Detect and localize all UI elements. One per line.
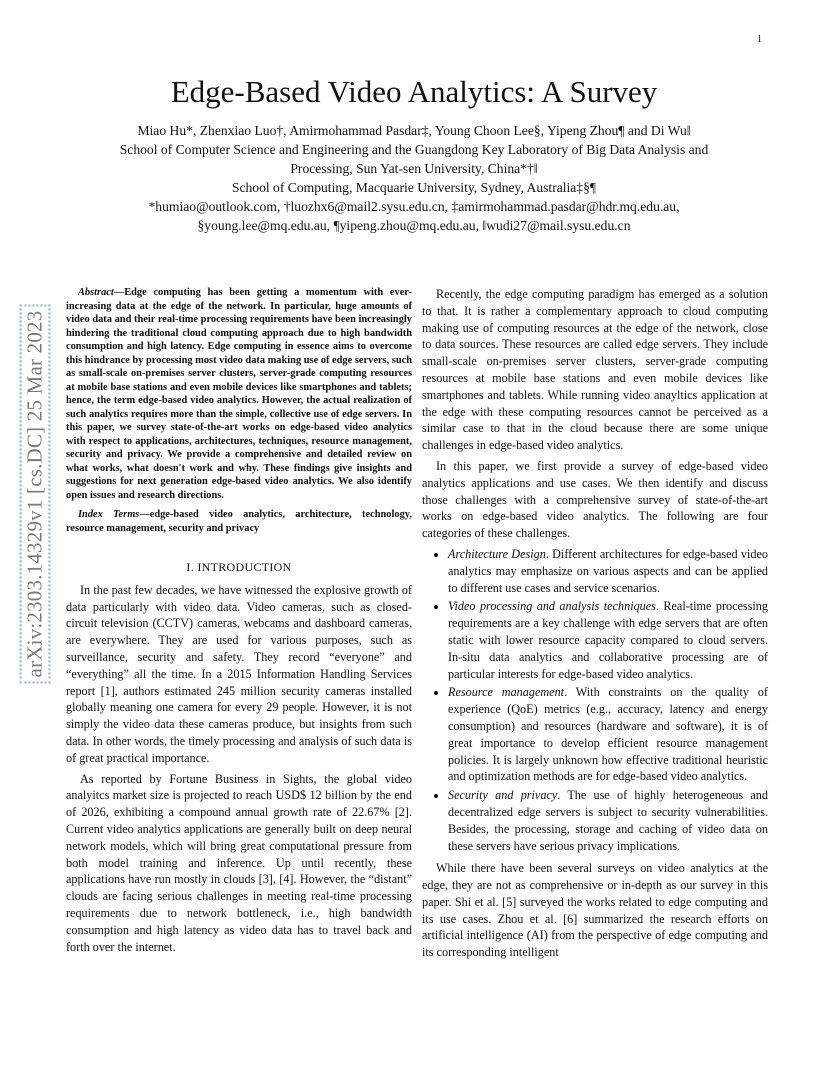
list-item-text: . The use of highly heterogeneous and decentralized edge servers is subject to security vulnerabilities. Besides, the processing, storage and caching of video data on these servers have serious privacy implications. <box>448 788 768 853</box>
right-paragraph-1: Recently, the edge computing paradigm has emerged as a solution to that. It is rather a complementary approach to cloud computing making use of computing resources at the edge of the network, close to data sources. These resources are called edge servers. They include small-scale on-premises server clusters, server-grade computing resources at mobile base stations and even mobile devices like smartphones and tablets. While running video anayltics application at the edge with these computing resources cannot be perceived as a similar case to that in the cloud because there are some unique challenges in edge-based video analytics. <box>422 287 768 453</box>
right-column <box>422 286 768 965</box>
list-item <box>448 684 768 785</box>
abstract-label: Abstract <box>78 287 114 298</box>
affiliation-1a: School of Computer Science and Engineering and the Guangdong Key Laboratory of Big Data Analysis and <box>119 142 709 157</box>
challenge-list <box>422 546 768 854</box>
intro-paragraph-2: As reported by Fortune Business in Sights, the global video analyitcs market size is projected to reach USD$ 12 billion by the end of 2026, exhibiting a compound annual growth rate of 22.67% [2]. Current video analytics applications are generally built on deep neural network models, which will bring great computational pressure from both model training and inference. Up until recently, these applications have run mostly in clouds [3], [4]. However, the “distant” clouds are facing serious challenges in meeting real-time processing requirements due to network bottleneck, i.e., high bandwidth consumption and high latency as video data has to travel back and forth over the internet. <box>66 771 412 954</box>
left-column <box>66 286 412 959</box>
arxiv-stamp <box>20 252 50 736</box>
intro-paragraph-1: In the past few decades, we have witnessed the explosive growth of data particularly with video data. Video cameras, such as closed-circuit television (CCTV) cameras, webcams and dashboard cameras, are everywhere. They are used for various purposes, such as surveillance, security and safety. They record “everyone” and “everything” all the time. In a 2015 Information Handling Services report [1], authors estimated 245 million security cameras installed globally meaning one camera for every 29 people. However, it is not simply the video data these cameras produce, but insights from such data. In other words, the timely processing and analysis of such data is of great practical importance. <box>66 582 412 765</box>
list-item-text: . Real-time processing requirements are a key challenge with edge servers that are often static with lower resource capacity compared to cloud servers. In-situ data analytics and collaborative processing are of particular interests for edge-based video analytics. <box>448 599 768 681</box>
author-names: Miao Hu*, Zhenxiao Luo†, Amirmohammad Pasdar‡, Young Choon Lee§, Yipeng Zhou¶ and Di Wu‖ <box>137 123 691 138</box>
page-number: 1 <box>757 34 762 45</box>
affiliation-1b: Processing, Sun Yat-sen University, China*†‖ <box>290 161 538 176</box>
right-paragraph-2: In this paper, we first provide a survey of edge-based video analytics applications and use cases. We then identify and discuss those challenges with a comprehensive survey of state-of-the-art works on edge-based video analytics. The following are four categories of these challenges. <box>422 458 768 541</box>
index-terms-text: —edge-based video analytics, architecture, technology, resource management, security and privacy <box>66 509 412 534</box>
affiliation-2: School of Computing, Macquarie University, Sydney, Australia‡§¶ <box>231 180 597 195</box>
list-item-head: Security and privacy <box>448 788 558 803</box>
emails-2: §young.lee@mq.edu.au, ¶yipeng.zhou@mq.edu.au, ‖wudi27@mail.sysu.edu.cn <box>197 218 631 233</box>
list-item-head: Resource management <box>448 685 565 700</box>
author-block <box>60 121 768 235</box>
index-terms-label: Index Terms <box>78 509 140 520</box>
right-paragraph-3: While there have been several surveys on video analytics at the edge, they are not as comprehensive or in-depth as our survey in this paper. Shi et al. [5] surveyed the works related to edge computing and its use cases. Zhou et al. [6] summarized the research efforts on artificial intelligence (AI) from the perspective of edge computing and its corresponding intelligent <box>422 861 768 960</box>
section-heading: I. INTRODUCTION <box>186 560 292 574</box>
paper-title: Edge-Based Video Analytics: A Survey <box>170 74 658 109</box>
list-item-text: . With constraints on the quality of experience (QoE) metrics (e.g., accuracy, latency and energy consumption) and resources (hardware and software), it is of great importance to develop efficient resource management policies. It is largely unknown how effective traditional heuristic and optimization methods are for edge-based video analytics. <box>448 685 768 784</box>
index-terms <box>66 508 412 535</box>
emails-1: *humiao@outlook.com, †luozhx6@mail2.sysu.edu.cn, ‡amirmohammad.pasdar@hdr.mq.edu.au, <box>148 199 680 214</box>
list-item-head: Architecture Design <box>448 546 546 561</box>
list-item-head: Video processing and analysis techniques <box>448 599 656 614</box>
list-item <box>448 598 768 682</box>
arxiv-id: arXiv:2303.14329v1 [cs.DC] 25 Mar 2023 <box>20 305 51 684</box>
abstract <box>66 286 412 502</box>
abstract-text: —Edge computing has been getting a momentum with ever-increasing data at the edge of the network. In particular, huge amounts of video data and their real-time processing requirements have been increasingly hindering the traditional cloud computing approach due to high bandwidth consumption and high latency. Edge computing in essence aims to overcome this hindrance by processing most video data making use of edge servers, such as small-scale on-premises server clusters, server-grade computing resources at mobile base stations and even mobile devices like smartphones and tablets; hence, the term edge-based video analytics. However, the actual realization of such analytics requires more than the simple, collective use of edge servers. In this paper, we survey state-of-the-art works on edge-based video analytics with respect to applications, architectures, techniques, resource management, security and privacy. We provide a comprehensive and detailed review on what works, what doesn't work and why. These findings give insights and suggestions for next generation edge-based video analytics. We also identify open issues and research directions. <box>66 287 412 501</box>
list-item-text: . Different architectures for edge-based video analytics may emphasize on various aspects and can be applied to different use cases and service scenarios. <box>448 546 768 595</box>
list-item <box>448 787 768 854</box>
list-item <box>448 546 768 596</box>
